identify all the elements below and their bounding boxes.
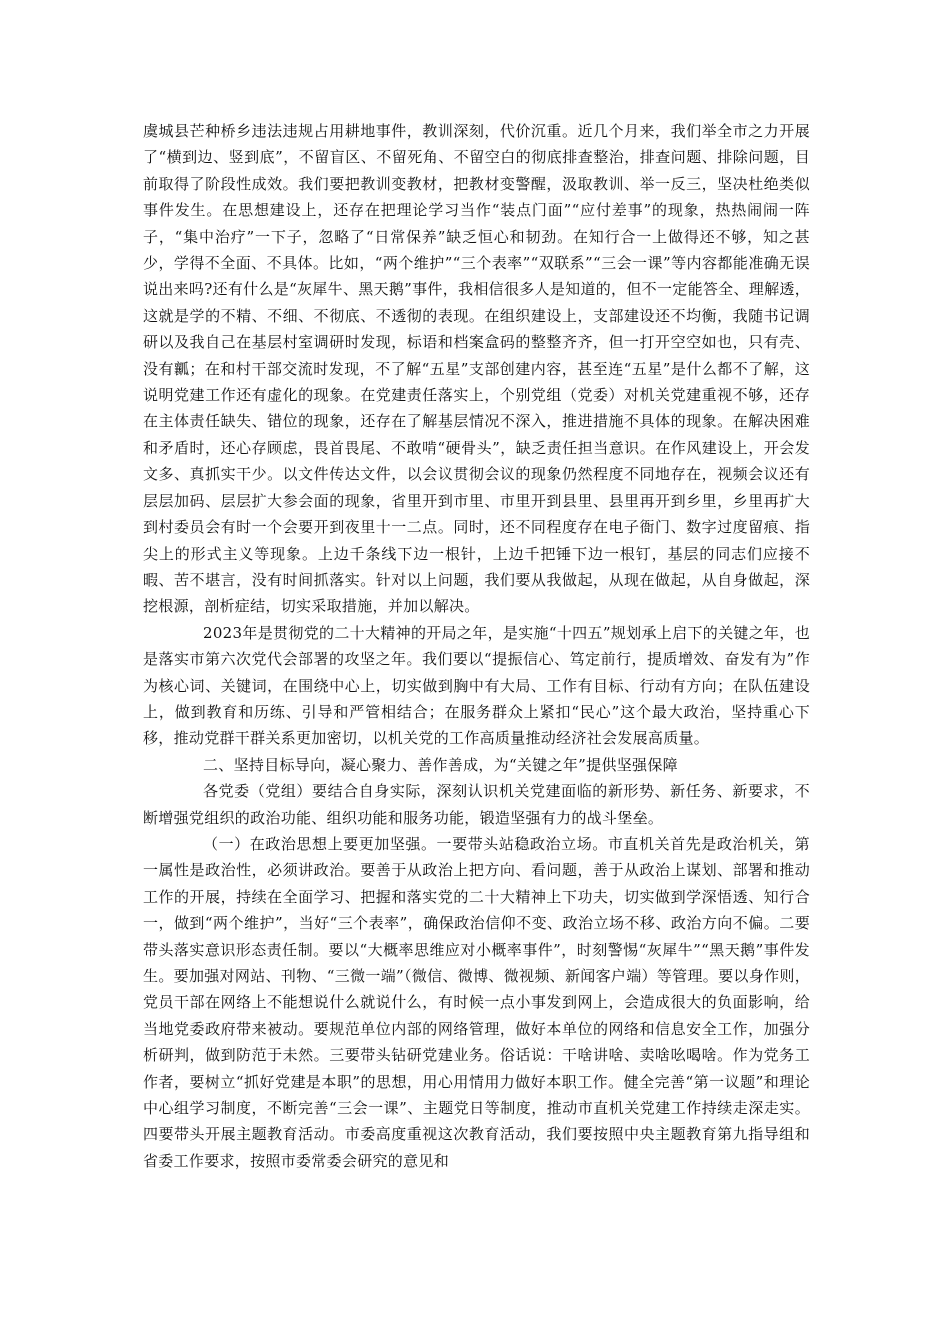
paragraph-2: 2023年是贯彻党的二十大精神的开局之年，是实施“十四五”规划承上启下的关键之年，也是落实市第六次党代会部署的攻坚之年。我们要以“提振信心、笃定前行，提质增效、奋发有为”作为核心词、关键词，在围绕中心上，切实做到胸中有大局、工作有目标、行动有方向；在队伍建设上，做到教育和历练、引导和严管相结合；在服务群众上紧扣“民心”这个最大政治，坚持重心下移，推动党群干群关系更加密切，以机关党的工作高质量推动经济社会发展高质量。: [143, 623, 810, 748]
paragraph-3: 各党委（党组）要结合自身实际，深刻认识机关党建面临的新形势、新任务、新要求，不断增强党组织的政治功能、组织功能和服务功能，锻造坚强有力的战斗堡垒。: [143, 782, 810, 827]
section-heading: 二、坚持目标导向，凝心聚力、善作善成，为“关键之年”提供坚强保障: [203, 755, 678, 774]
paragraph-1: 虞城县芒种桥乡违法违规占用耕地事件，教训深刻，代价沉重。近几个月来，我们举全市之力开展了“横到边、竖到底”，不留盲区、不留死角、不留空白的彻底排查整治，排查问题、排除问题，目前取得了阶段性成效。我们要把教训变教材，把教材变警醒，汲取教训、举一反三，坚决杜绝类似事件发生。在思想建设上，还存在把理论学习当作“装点门面”“应付差事”的现象，热热闹闹一阵子，“集中治疗”一下子，忽略了“日常保养”缺乏恒心和韧劲。在知行合一上做得还不够，知之甚少，学得不全面、不具体。比如，“两个维护”“三个表率”“双联系”“三会一课”等内容都能准确无误说出来吗?还有什么是“灰犀牛、黑天鹅”事件，我相信很多人是知道的，但不一定能答全、理解透，这就是学的不精、不细、不彻底、不透彻的表现。在组织建设上，支部建设还不均衡，我随书记调研以及我自己在基层村室调研时发现，标语和档案盒码的整整齐齐，但一打开空空如也，只有壳、没有瓤；在和村干部交流时发现，不了解“五星”支部创建内容，甚至连“五星”是什么都不了解，这说明党建工作还有虚化的现象。在党建责任落实上，个别党组（党委）对机关党建重视不够，还存在主体责任缺失、错位的现象，还存在了解基层情况不深入，推进措施不具体的现象。在解决困难和矛盾时，还心存顾虑，畏首畏尾、不敢啃“硬骨头”，缺乏责任担当意识。在作风建设上，开会发文多、真抓实干少。以文件传达文件，以会议贯彻会议的现象仍然程度不同地存在，视频会议还有层层加码、层层扩大参会面的现象，省里开到市里、市里开到县里、县里再开到乡里，乡里再扩大到村委员会有时一个会要开到夜里十一二点。同时，还不同程度存在电子衙门、数字过度留痕、指尖上的形式主义等现象。上边千条线下边一根针，上边千把锤下边一根钉，基层的同志们应接不暇、苦不堪言，没有时间抓落实。针对以上问题，我们要从我做起，从现在做起，从自身做起，深挖根源，剖析症结，切实采取措施，并加以解决。: [143, 122, 810, 616]
document-body: [143, 118, 810, 1174]
paragraph-4: （一）在政治思想上要更加坚强。一要带头站稳政治立场。市直机关首先是政治机关，第一属性是政治性，必须讲政治。要善于从政治上把方向、看问题，善于从政治上谋划、部署和推动工作的开展，持续在全面学习、把握和落实党的二十大精神上下功夫，切实做到学深悟透、知行合一，做到“两个维护”，当好“三个表率”，确保政治信仰不变、政治立场不移、政治方向不偏。二要带头落实意识形态责任制。要以“大概率思维应对小概率事件”，时刻警惕“灰犀牛”“黑天鹅”事件发生。要加强对网站、刊物、“三微一端”（微信、微博、微视频、新闻客户端）等管理。要以身作则，党员干部在网络上不能想说什么就说什么，有时候一点小事发到网上，会造成很大的负面影响，给当地党委政府带来被动。要规范单位内部的网络管理，做好本单位的网络和信息安全工作，加强分析研判，做到防范于未然。三要带头钻研党建业务。俗话说：干啥讲啥、卖啥吆喝啥。作为党务工作者，要树立“抓好党建是本职”的思想，用心用情用力做好本职工作。健全完善“第一议题”和理论中心组学习制度，不断完善“三会一课”、主题党日等制度，推动市直机关党建工作持续走深走实。四要带头开展主题教育活动。市委高度重视这次教育活动，我们要按照中央主题教育第九指导组和省委工作要求，按照市委常委会研究的意见和: [143, 834, 810, 1170]
